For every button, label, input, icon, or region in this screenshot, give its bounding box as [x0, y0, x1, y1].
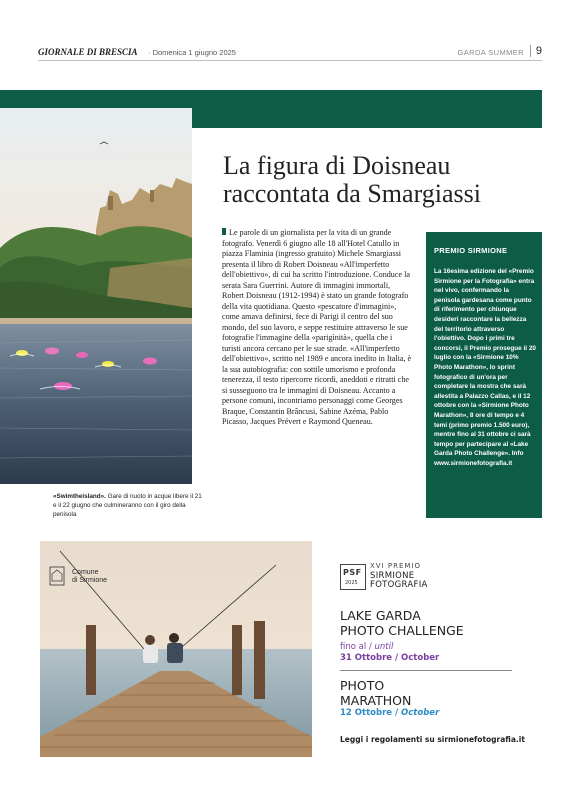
contest-edition: XVI PREMIO [370, 562, 421, 570]
event2-title-line-1: PHOTO [340, 678, 385, 693]
page-number: 9 [530, 45, 542, 57]
event1-title-line-2: PHOTO CHALLENGE [340, 623, 464, 638]
swimmers-photo [0, 108, 192, 484]
box-title: PREMIO SIRMIONE [434, 246, 508, 255]
comune-label [72, 569, 107, 585]
page-header [38, 44, 542, 61]
event2-date-en: October [401, 708, 440, 718]
pier-photo [40, 541, 312, 757]
contest-name-line-1: SIRMIONE [370, 571, 415, 581]
rules-link[interactable]: Leggi i regolamenti su sirmionefotografia.it [340, 735, 525, 744]
caption-text: Gare di nuoto in acque libere il 21 e il 22 giugno che culmineranno con il giro della penisola [53, 493, 202, 518]
box-text: La 16esima edizione del «Premio Sirmione per la Fotografia» entra nel vivo, confermando la penisola gardesana come punto di riferimento per chiunque desideri raccontare la bellezza del territorio attraverso l'obiettivo. Dopo i primi tre concorsi, il Premio prosegue il 20 luglio con la «Sirmione 10% Photo Marathon», lo sprint fotografico di un'ora per completare la mostra che sarà allestita a Palazzo Callas, e il 12 ottobre con la «Sirmione Photo Marathon», 8 ore di tempo e 4 temi (primo premio 1.500 euro), mentre fino al 31 ottobre ci sarà tempo per partecipare al «Lake Garda Photo Challenge». Info www.sirmionefotografia.it [434, 268, 536, 467]
event1-until-en: until [374, 642, 394, 652]
event-photo-challenge [340, 608, 464, 638]
event2-date [340, 708, 439, 718]
comune-line-1: Comune [72, 569, 99, 576]
section-name: GARDA SUMMER [457, 48, 524, 57]
premio-sirmione-box [426, 232, 542, 518]
event1-until-it: fino al / [340, 642, 375, 652]
contest-name-line-2: FOTOGRAFIA [370, 580, 428, 590]
psf-logo [340, 564, 366, 590]
event-photo-marathon [340, 678, 411, 708]
issue-date: · Domenica 1 giugno 2025 [148, 48, 236, 57]
article-headline [223, 152, 523, 208]
event2-date-it: 12 Ottobre / [340, 708, 402, 718]
headline-line-1: La figura di Doisneau [223, 151, 451, 180]
photo-caption [53, 492, 203, 519]
article-body [222, 228, 412, 428]
ad-divider [340, 670, 512, 671]
logo-letters: PSF [343, 568, 362, 577]
logo-year: 2025 [345, 580, 358, 586]
event1-date: 31 Ottobre / October [340, 653, 440, 663]
paragraph-marker [222, 228, 226, 235]
event2-title-line-2: MARATHON [340, 693, 412, 708]
event1-until [340, 642, 393, 652]
headline-line-2: raccontata da Smargiassi [223, 179, 481, 208]
caption-title: «Swimtheisland». [53, 493, 106, 500]
comune-line-2: di Sirmione [72, 577, 108, 584]
article-text: Le parole di un giornalista per la vita di un grande fotografo. Venerdì 6 giugno alle 18 all'Hotel Catullo in piazza Flaminia (ingresso gratuito) Michele Smargiassi presenta il libro di Robert Doisneau «All'imperfetto dell'obiettivo», di cui ha scritto l'introduzione. Conduce la serata Sara Guerrini. Autore di immagini immortali, Robert Doisneau (1912-1994) è stato un grande fotografo della vita quotidiana. Questo «pescatore d'immagini», come amava definirsi, fece di Parigi il centro del suo mondo, del suo lavoro, e seppe restituire attraverso le sue fotografie l'immagine della «parigìnità», quella che i turisti ancora cercano per le sue strade. «All'imperfetto dell'obiettivo», scritto nel 1989 e ancora inedito in Italia, è la sua autobiografia: con sottile umorismo e profonda tenerezza, il testo ripercorre ricordi, aneddoti e ritratti che si susseguono tra le immagini di Doisneau. Accanto a persone comuni, incontriamo personaggi come Georges Braque, Constantin Brâncusi, Sabine Azéma, Pablo Picasso, Jacques Prévert e Raymond Queneau. [222, 228, 412, 426]
event1-title-line-1: LAKE GARDA [340, 608, 421, 623]
newspaper-name: GIORNALE DI BRESCIA [38, 47, 138, 57]
